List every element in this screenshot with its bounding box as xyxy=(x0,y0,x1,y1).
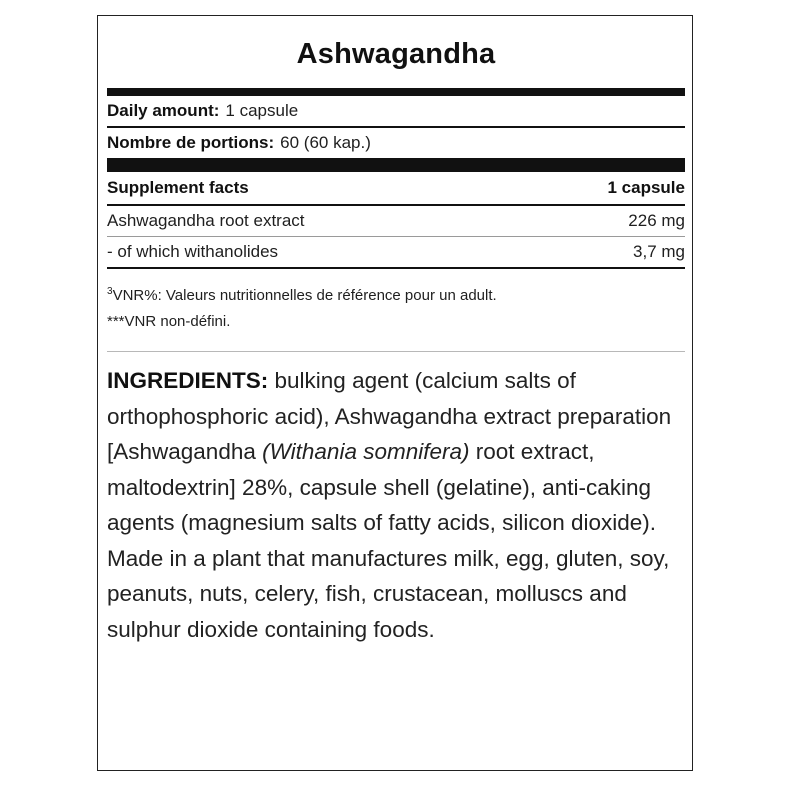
facts-header-label: Supplement facts xyxy=(107,178,249,197)
daily-amount-label: Daily amount: xyxy=(107,101,220,120)
vnr-text: VNR%: Valeurs nutritionnelles de référence pour un adult. xyxy=(112,287,497,304)
daily-amount-value: 1 capsule xyxy=(225,101,299,120)
title-divider xyxy=(107,88,685,96)
ingredients-label: INGREDIENTS: xyxy=(107,368,269,393)
supplement-label-panel xyxy=(97,15,693,771)
nutrient-name: Ashwagandha root extract xyxy=(107,211,305,230)
footnotes xyxy=(107,279,685,335)
heavy-divider xyxy=(107,158,685,172)
portions-row xyxy=(107,128,685,158)
label-content xyxy=(107,16,685,647)
nutrient-amount: 3,7 mg xyxy=(633,242,685,261)
ingredients-part-2: root extract, maltodextrin] 28%, capsule shell (gelatine), anti-caking agents (magnesium salts of fatty acids, silicon dioxide). Made in a plant that manufactures milk, egg, gluten, soy, peanuts, nuts, celery, fish, crustacean, molluscs and sulphur dioxide containing foods. xyxy=(107,439,670,642)
facts-header xyxy=(107,172,685,204)
nutrient-amount: 226 mg xyxy=(628,211,685,230)
section-separator xyxy=(107,351,685,352)
vnr-superscript: 3 xyxy=(107,286,113,297)
divider xyxy=(107,267,685,269)
ingredients-part-1: bulking agent (calcium salts of orthophosphoric acid), Ashwagandha extract preparation [Ashwagandha xyxy=(107,368,672,464)
portions-value: 60 (60 kap.) xyxy=(280,133,371,152)
facts-row xyxy=(107,206,685,236)
vnr-footnote xyxy=(107,279,685,309)
portions-label: Nombre de portions: xyxy=(107,133,275,152)
facts-header-serving: 1 capsule xyxy=(607,178,685,197)
vnr-undefined-footnote: ***VNR non-défini. xyxy=(107,313,231,330)
facts-row xyxy=(107,237,685,267)
ingredients-botanical-name: (Withania somnifera) xyxy=(262,439,470,464)
product-title: Ashwagandha xyxy=(296,38,496,70)
daily-amount-row xyxy=(107,96,685,126)
ingredients-text xyxy=(107,363,685,647)
nutrient-name: - of which withanolides xyxy=(107,242,279,261)
